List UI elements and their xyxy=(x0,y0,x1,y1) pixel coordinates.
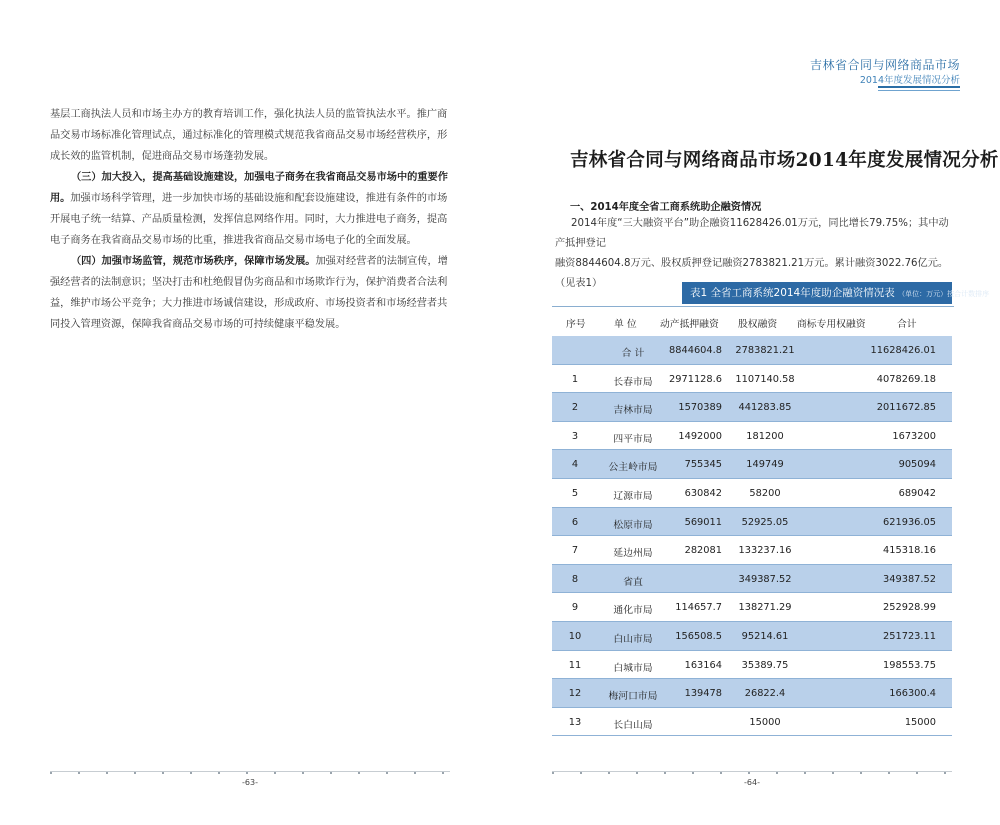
cell-total: 251723.11 xyxy=(883,630,936,642)
cell-total: 621936.05 xyxy=(883,516,936,528)
cell-unit: 吉林市局 xyxy=(613,405,653,417)
cell-total: 1673200 xyxy=(892,430,936,442)
right-page-number: -64- xyxy=(744,778,760,787)
cell-equity: 26822.4 xyxy=(744,688,786,700)
table-note: （单位：万元）按合计数排序 xyxy=(898,290,990,298)
cell-total: 415318.16 xyxy=(883,545,936,557)
cell-movable: 156508.5 xyxy=(675,630,722,642)
paragraph-1: 基层工商执法人员和市场主办方的教育培训工作，强化执法人员的监管执法水平。推广商品交易市场标准化管理试点，通过标准化的管理模式规范我省商品交易市场经营秩序，形成长效的监管机制，促进商品交易市场蓬勃发展。 xyxy=(50,109,448,162)
cell-equity: 181200 xyxy=(746,430,784,442)
paragraph-2-heading: （三）加大投入，提高基础设施建设，加强电子商务在我省商品交易市场中的重要作用。 xyxy=(50,172,448,204)
header-unit: 单 位 xyxy=(614,319,637,330)
cell-total: 4078269.18 xyxy=(876,373,936,385)
table-row xyxy=(552,536,952,565)
left-body-text xyxy=(50,104,450,335)
header-rule-thin xyxy=(878,90,960,91)
table-top-rule xyxy=(552,306,954,307)
cell-equity: 15000 xyxy=(749,716,781,728)
cell-unit: 省直 xyxy=(623,576,643,588)
cell-equity: 349387.52 xyxy=(738,573,792,585)
cell-movable: 139478 xyxy=(684,688,722,700)
table-row xyxy=(552,422,952,451)
cell-no: 7 xyxy=(571,545,579,557)
cell-no: 4 xyxy=(571,459,579,471)
cell-unit: 四平市局 xyxy=(613,433,653,445)
cell-unit: 长春市局 xyxy=(613,376,653,388)
cell-movable: 569011 xyxy=(684,516,722,528)
cell-no: 3 xyxy=(571,430,579,442)
cell-total: 349387.52 xyxy=(883,573,936,585)
left-page-number: -63- xyxy=(242,778,258,787)
cell-equity: 441283.85 xyxy=(738,402,792,414)
left-footer-rule xyxy=(50,771,450,774)
cell-movable: 630842 xyxy=(684,487,722,499)
cell-equity: 138271.29 xyxy=(738,602,792,614)
cell-no: 2 xyxy=(571,402,579,414)
table-body xyxy=(552,336,952,736)
table-title-bar xyxy=(682,282,990,304)
cell-equity: 95214.61 xyxy=(741,630,789,642)
cell-unit: 辽源市局 xyxy=(613,490,653,502)
section-text-line-1: 2014年度“三大融资平台”助企融资11628426.01万元，同比增长79.75%；其中动产抵押登记 xyxy=(555,218,949,249)
table-row xyxy=(552,593,952,622)
cell-no: 11 xyxy=(568,659,582,671)
table-row xyxy=(552,479,952,508)
table-row xyxy=(552,622,952,651)
cell-total: 166300.4 xyxy=(889,688,936,700)
cell-movable: 114657.7 xyxy=(675,602,722,614)
cell-no: 5 xyxy=(571,487,579,499)
cell-total: 905094 xyxy=(898,459,936,471)
cell-no: 10 xyxy=(568,630,582,642)
cell-movable: 2971128.6 xyxy=(669,373,722,385)
cell-unit: 通化市局 xyxy=(613,605,653,617)
header-trademark: 商标专用权融资 xyxy=(797,319,866,330)
cell-no: 13 xyxy=(568,716,582,728)
cell-equity: 149749 xyxy=(746,459,784,471)
section-heading: 一、2014年度全省工商系统助企融资情况 xyxy=(570,202,762,213)
table-row xyxy=(552,679,952,708)
running-header-subtitle: 2014年度发展情况分析 xyxy=(859,75,960,86)
paragraph-3-body: 加强对经营者的法制宣传，增强经营者的法制意识；坚决打击和杜绝假冒伪劣商品和市场欺诈行为，保护消费者合法利益，维护市场公平竞争；大力推进市场诚信建设，形成政府、市场投资者和市场经营者共同投入管理资源，保障我省商品交易市场的可持续健康平稳发展。 xyxy=(50,256,448,330)
cell-movable: 1570389 xyxy=(678,402,722,414)
cell-total: 198553.75 xyxy=(883,659,936,671)
document-title: 吉林省合同与网络商品市场2014年度发展情况分析 xyxy=(570,150,999,171)
cell-equity: 1107140.58 xyxy=(735,373,795,385)
cell-unit: 白城市局 xyxy=(613,662,653,674)
cell-unit: 松原市局 xyxy=(613,519,653,531)
cell-total: 2011672.85 xyxy=(876,402,936,414)
cell-no: 8 xyxy=(571,573,579,585)
cell-movable: 282081 xyxy=(684,545,722,557)
table-bottom-rule xyxy=(552,735,952,736)
cell-total: 689042 xyxy=(898,487,936,499)
paragraph-2 xyxy=(50,167,450,251)
cell-total: 15000 xyxy=(904,716,936,728)
cell-equity: 133237.16 xyxy=(738,545,792,557)
table-row xyxy=(552,450,952,479)
cell-movable: 755345 xyxy=(684,459,722,471)
paragraph-3-heading: （四）加强市场监管，规范市场秩序，保障市场发展。 xyxy=(71,256,316,267)
cell-no: 6 xyxy=(571,516,579,528)
cell-movable: 1492000 xyxy=(678,430,722,442)
header-total: 合计 xyxy=(897,319,917,330)
cell-unit: 延边州局 xyxy=(613,548,653,560)
table-row xyxy=(552,565,952,594)
right-page xyxy=(500,0,1000,825)
cell-no: 1 xyxy=(571,373,579,385)
cell-equity: 2783821.21 xyxy=(735,345,795,356)
table-row xyxy=(552,365,952,394)
cell-equity: 35389.75 xyxy=(741,659,789,671)
section-text-line-2: 融资8844604.8万元、股权质押登记融资2783821.21万元。累计融资3022.76亿元。（见表1） xyxy=(555,258,949,289)
paragraph-2-body: 加强市场科学管理，进一步加快市场的基础设施和配套设施建设，推进有条件的市场开展电子统一结算、产品质量检测，发挥信息网络作用。同时，大力推进电子商务，提高电子商务在我省商品交易市场的比重，推进我省商品交易市场电子化的全面发展。 xyxy=(50,193,448,246)
table-title: 表1 全省工商系统2014年度助企融资情况表 xyxy=(690,287,895,299)
cell-total: 252928.99 xyxy=(883,602,936,614)
cell-total: 11628426.01 xyxy=(870,345,936,356)
header-no: 序号 xyxy=(566,319,586,330)
cell-unit: 梅河口市局 xyxy=(608,691,658,703)
cell-unit: 长白山局 xyxy=(613,719,653,731)
paragraph-3 xyxy=(50,251,450,335)
table-row xyxy=(552,393,952,422)
cell-unit: 合 计 xyxy=(621,348,645,359)
cell-unit: 公主岭市局 xyxy=(608,462,658,474)
running-header-title: 吉林省合同与网络商品市场 xyxy=(809,58,960,72)
cell-no: 9 xyxy=(571,602,579,614)
right-footer-rule xyxy=(552,771,952,774)
header-equity: 股权融资 xyxy=(738,319,778,330)
header-movable: 动产抵押融资 xyxy=(660,319,719,330)
cell-equity: 58200 xyxy=(749,487,781,499)
table-row xyxy=(552,708,952,737)
cell-no: 12 xyxy=(568,688,582,700)
header-rule xyxy=(878,86,960,88)
table-row xyxy=(552,651,952,680)
cell-movable: 8844604.8 xyxy=(669,345,722,356)
table-row xyxy=(552,508,952,537)
cell-unit: 白山市局 xyxy=(613,633,653,645)
table-row xyxy=(552,336,952,365)
cell-equity: 52925.05 xyxy=(741,516,789,528)
cell-movable: 163164 xyxy=(684,659,722,671)
